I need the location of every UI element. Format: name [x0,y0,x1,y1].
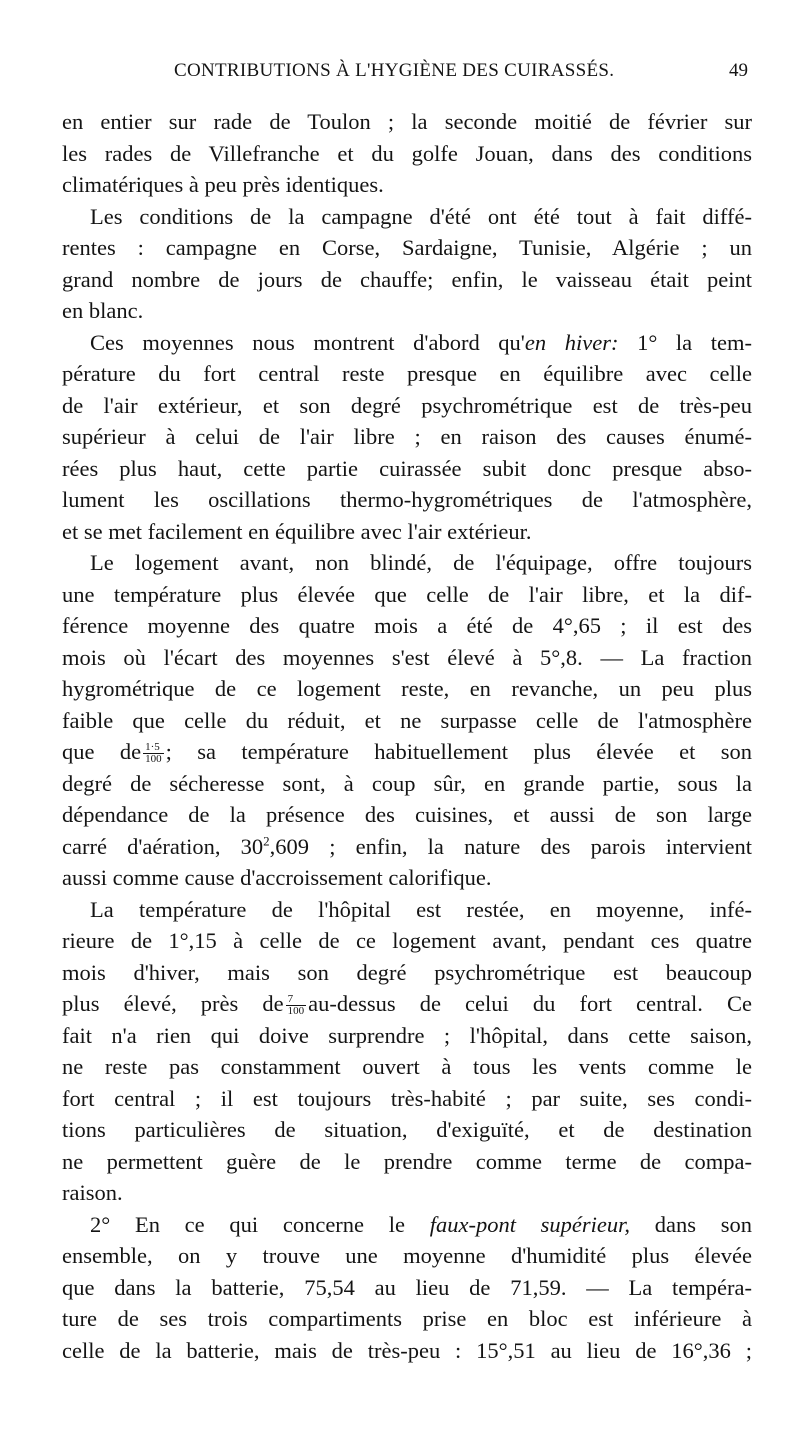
fraction-numerator: 1·5 [143,742,164,754]
fraction-numerator: 7 [286,994,307,1006]
text-line: en blanc. [62,298,144,323]
text-run: Ces moyennes nous montrent d'abord qu' [90,329,525,355]
text-run: ,609 ; enfin, la nature des parois intervient [269,833,752,859]
text-run: carré d'aération, 30 [62,833,264,859]
text-line [62,736,752,768]
text-line: Le logement avant, non blindé, de l'équipage, offre toujours [90,550,752,575]
fraction-denominator: 100 [145,753,162,766]
text-run: dans son [630,1211,752,1237]
superscript: 2 [263,833,270,848]
text-line: les rades de Villefranche et du golfe Jouan, dans des conditions [62,140,752,166]
text-line [62,831,752,863]
text-line [62,988,752,1020]
text-line: fait n'a rien qui doive surprendre ; l'hôpital, dans cette saison, [62,1022,752,1048]
italic-run: faux-pont supérieur, [429,1211,631,1237]
text-line: une température plus élevée que celle de l'air libre, et la dif- [62,581,752,607]
text-line: en entier sur rade de Toulon ; la seconde moitié de février sur [62,109,752,134]
text-line: rieure de 1°,15 à celle de ce logement avant, pendant ces quatre [62,928,752,953]
text-line: que dans la batterie, 75,54 au lieu de 71,59. — La tempéra- [62,1274,752,1300]
text-run: au-dessus de celui du fort central. Ce [308,991,752,1016]
italic-run: en hiver: [524,329,619,355]
text-line: climatériques à peu près identiques. [62,172,384,197]
page-header [62,60,752,92]
text-line: fort central ; il est toujours très-habité ; par suite, ses condi- [62,1085,752,1111]
text-line: rées plus haut, cette partie cuirassée subit donc presque abso- [62,455,752,481]
fraction-denominator: 100 [287,1005,305,1018]
text-line: ne permettent guère de le prendre comme terme de compa- [62,1148,752,1174]
text-line: celle de la batterie, mais de très-peu : 15°,51 au lieu de 16°,36 ; [62,1337,752,1363]
fraction [143,742,164,765]
text-line: faible que celle du réduit, et ne surpasse celle de l'atmosphère [62,707,752,733]
text-line: tions particulières de situation, d'exiguïté, et de destination [62,1117,752,1142]
text-line: lument les oscillations thermo-hygrométriques de l'atmosphère, [62,487,752,512]
text-line: ensemble, on y trouve une moyenne d'humidité plus élevée [62,1243,752,1268]
text-line: mois d'hiver, mais son degré psychrométrique est beaucoup [62,959,752,985]
text-line: hygrométrique de ce logement reste, en revanche, un peu plus [62,676,752,701]
fraction [286,994,307,1017]
text-line: ture de ses trois compartiments prise en bloc est inférieure à [62,1306,752,1331]
page-number: 49 [729,60,748,81]
text-line: et se met facilement en équilibre avec l'air extérieur. [62,518,532,544]
text-line: grand nombre de jours de chauffe; enfin, le vaisseau était peint [62,266,752,292]
text-line: de l'air extérieur, et son degré psychrométrique est de très-peu [62,392,752,418]
text-line: degré de sécheresse sont, à coup sûr, en grande partie, sous la [62,770,752,796]
text-run: que de [62,739,142,764]
text-line: La température de l'hôpital est restée, en moyenne, infé- [90,896,752,922]
text-line: férence moyenne des quatre mois a été de 4°,65 ; il est des [62,613,752,638]
text-run: 1° la tem- [618,329,753,355]
text-line [62,327,752,359]
text-run: ; sa température habituellement plus élevée et son [165,739,752,764]
text-line [62,1209,752,1241]
text-line: aussi comme cause d'accroissement calorifique. [62,865,492,890]
text-line: Les conditions de la campagne d'été ont été tout à fait diffé- [90,203,752,229]
text-run: 2° En ce qui concerne le [90,1211,430,1237]
text-line: rentes : campagne en Corse, Sardaigne, Tunisie, Algérie ; un [62,235,752,260]
text-run: plus élevé, près de [62,991,284,1016]
body-text [62,106,752,1366]
text-line: mois où l'écart des moyennes s'est élevé à 5°,8. — La fraction [62,644,752,670]
running-title: CONTRIBUTIONS À L'HYGIÈNE DES CUIRASSÉS. [174,60,615,81]
text-line: raison. [62,1180,123,1205]
text-line: supérieur à celui de l'air libre ; en raison des causes énumé- [62,424,752,449]
text-line: ne reste pas constamment ouvert à tous les vents comme le [62,1054,752,1079]
text-line: pérature du fort central reste presque en équilibre avec celle [62,361,752,386]
text-line: dépendance de la présence des cuisines, et aussi de son large [62,802,752,827]
